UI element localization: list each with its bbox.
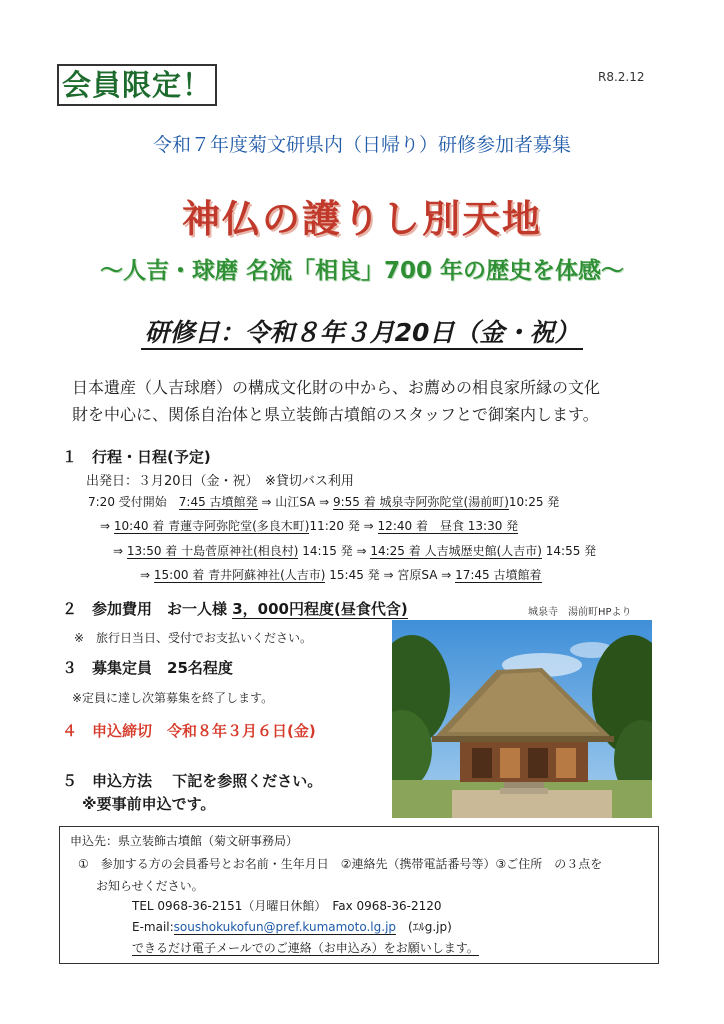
temple-photo (392, 620, 652, 818)
fee-heading (62, 598, 408, 619)
row4-arrive: 17:45 古墳館着 (455, 568, 542, 582)
row4-stop: 15:00 着 青井阿蘇神社(人吉市) (153, 568, 326, 582)
capacity-note: ※定員に達し次第募集を終了します。 (72, 691, 274, 705)
fee-label: ２ 参加費用 お一人様 (62, 600, 233, 618)
fee-note: ※ 旅行日当日、受付でお支払いください。 (74, 631, 313, 645)
row2-stop: 10:40 着 青蓮寺阿弥陀堂(多良木町) (113, 519, 310, 533)
itinerary-row-2 (100, 517, 518, 534)
itinerary-row-3 (113, 542, 596, 559)
contact-email-row (132, 918, 452, 935)
row1-leave: 10:25 発 (508, 495, 560, 509)
row3-stop: 13:50 着 十島菅原神社(相良村) (126, 544, 299, 558)
contact-instruction-1: ① 参加する方の会員番号とお名前・生年月日 ②連絡先（携帯電話番号等）③ご住所 の３点を (78, 857, 603, 871)
event-title: 神仏の護りし別天地 (181, 196, 542, 241)
contact-request (132, 939, 479, 956)
itinerary-row-4 (140, 566, 542, 583)
row2-leave: 11:20 発 ⇒ (309, 519, 378, 533)
session-date (0, 313, 724, 349)
contact-instruction-2: お知らせください。 (96, 879, 204, 893)
email-note: (ｴﾙg.jp) (396, 920, 452, 934)
photo-caption: 城泉寺 湯前町HPより (528, 607, 632, 618)
apply-heading: ５ 申込方法 下記を参照ください。 (62, 772, 323, 790)
row2-lunch: 12:40 着 昼食 13:30 発 (377, 519, 519, 533)
row3-leave: 14:15 発 ⇒ (298, 544, 371, 558)
event-subtitle: 令和７年度菊文研県内（日帰り）研修参加者募集 (152, 134, 571, 156)
intro-paragraph (72, 374, 672, 428)
row4-arrow: ⇒ (140, 568, 154, 582)
members-only-badge: 会員限定！ (57, 64, 217, 106)
intro-line-1: 日本遺産（人吉球磨）の構成文化財の中から、お薦めの相良家所縁の文化 (72, 378, 601, 397)
issue-date: R8.2.12 (598, 70, 645, 84)
fee-amount: 3，000円程度(昼食代含) (232, 600, 408, 618)
contact-request-text: できるだけ電子メールでのご連絡（お申込み）をお願いします。 (132, 941, 479, 955)
row3-stop-2: 14:25 着 人吉城歴史館(人吉市) (370, 544, 542, 558)
contact-phone: TEL 0968-36-2151（月曜日休館） Fax 0968-36-2120 (132, 899, 442, 913)
session-date-text: 研修日：令和８年３月20日（金・祝） (141, 318, 584, 350)
row1-depart: 7:45 古墳館発 (178, 495, 258, 509)
event-tagline: ～人吉・球磨 名流「相良」700 年の歴史を体感～ (99, 258, 625, 284)
row3-arrow: ⇒ (113, 544, 127, 558)
contact-title: 申込先：県立装飾古墳館（菊文研事務局） (70, 834, 299, 848)
itinerary-heading: １ 行程・日程(予定) (62, 448, 211, 466)
row3-leave-2: 14:55 発 (541, 544, 597, 558)
email-label: E-mail: (132, 920, 174, 934)
row1-reception: 7:20 受付開始 (88, 495, 179, 509)
email-link[interactable]: soushokukofun@pref.kumamoto.lg.jp (173, 920, 397, 934)
apply-note: ※要事前申込です。 (82, 795, 216, 813)
contact-box (59, 826, 659, 964)
itinerary-row-1 (88, 493, 559, 510)
intro-line-2: 財を中心に、関係自治体と県立装飾古墳館のスタッフとで御案内します。 (72, 405, 599, 424)
row2-arrow: ⇒ (100, 519, 114, 533)
row1-stop: 9:55 着 城泉寺阿弥陀堂(湯前町) (332, 495, 509, 509)
departure-line: 出発日：３月20日（金・祝） ※貸切バス利用 (86, 474, 354, 489)
row4-leave: 15:45 発 ⇒ 宮原SA ⇒ (325, 568, 456, 582)
row1-via: ⇒ 山江SA ⇒ (257, 495, 333, 509)
capacity-heading: ３ 募集定員 25名程度 (62, 659, 233, 677)
deadline-heading: ４ 申込締切 令和８年３月６日(金) (62, 722, 316, 740)
